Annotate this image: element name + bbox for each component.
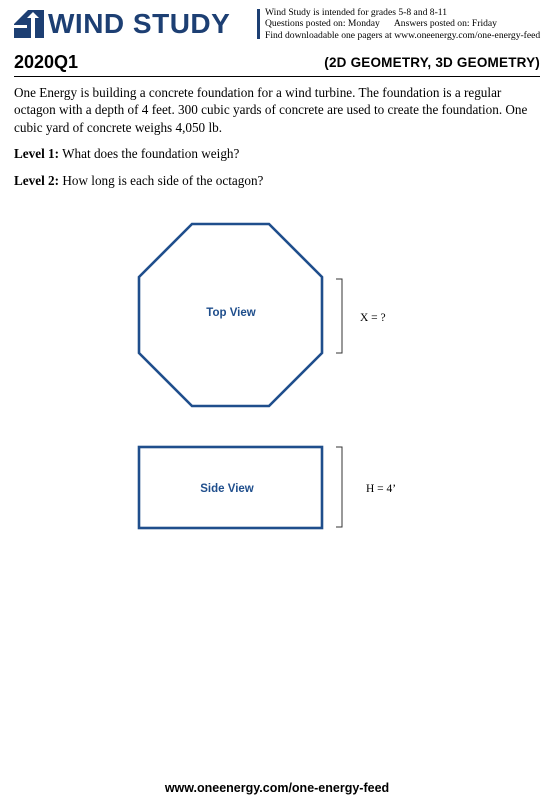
grades-note: Wind Study is intended for grades 5-8 and 8-11	[265, 7, 448, 18]
top-view-dimension: X = ?	[360, 312, 386, 324]
octagon-top-view	[139, 224, 322, 406]
level1-question	[14, 145, 538, 162]
level1-label: Level 1:	[14, 146, 60, 162]
side-view-label: Side View	[200, 483, 254, 495]
problem-content	[14, 84, 538, 198]
top-view-label: Top View	[206, 307, 256, 319]
topics-label: (2D GEOMETRY, 3D GEOMETRY)	[324, 55, 540, 70]
download-note: Find downloadable one pagers at www.oneenergy.com/one-energy-feed	[265, 29, 541, 41]
header-info	[265, 7, 554, 41]
answers-posted: Answers posted on: Friday	[393, 18, 497, 30]
wind-study-logo-icon	[14, 10, 44, 38]
level2-label: Level 2:	[14, 172, 60, 188]
posting-schedule	[265, 18, 554, 29]
footer-url: www.oneenergy.com/one-energy-feed	[164, 781, 390, 795]
questions-posted: Questions posted on: Monday	[265, 18, 380, 30]
level2-question	[14, 172, 538, 189]
side-view-rectangle	[139, 447, 322, 528]
problem-id: 2020Q1	[14, 52, 79, 72]
side-view-dimension-bracket	[336, 447, 342, 527]
header-divider	[257, 9, 260, 39]
title-row	[14, 52, 540, 77]
logo-wordmark: WIND STUDY	[48, 8, 231, 39]
level2-text: How long is each side of the octagon?	[62, 172, 264, 188]
intro-paragraph: One Energy is building a concrete foundation for a wind turbine. The foundation is a regular octagon with a depth of 4 feet. 300 cubic yards of concrete are used to create the foundation. One cubic yard of concrete weighs 4,050 lb.	[14, 85, 528, 135]
page-header	[14, 6, 544, 42]
side-view-dimension: H = 4’	[366, 483, 397, 495]
level1-text: What does the foundation weigh?	[62, 146, 240, 162]
top-view-dimension-bracket	[336, 279, 342, 353]
